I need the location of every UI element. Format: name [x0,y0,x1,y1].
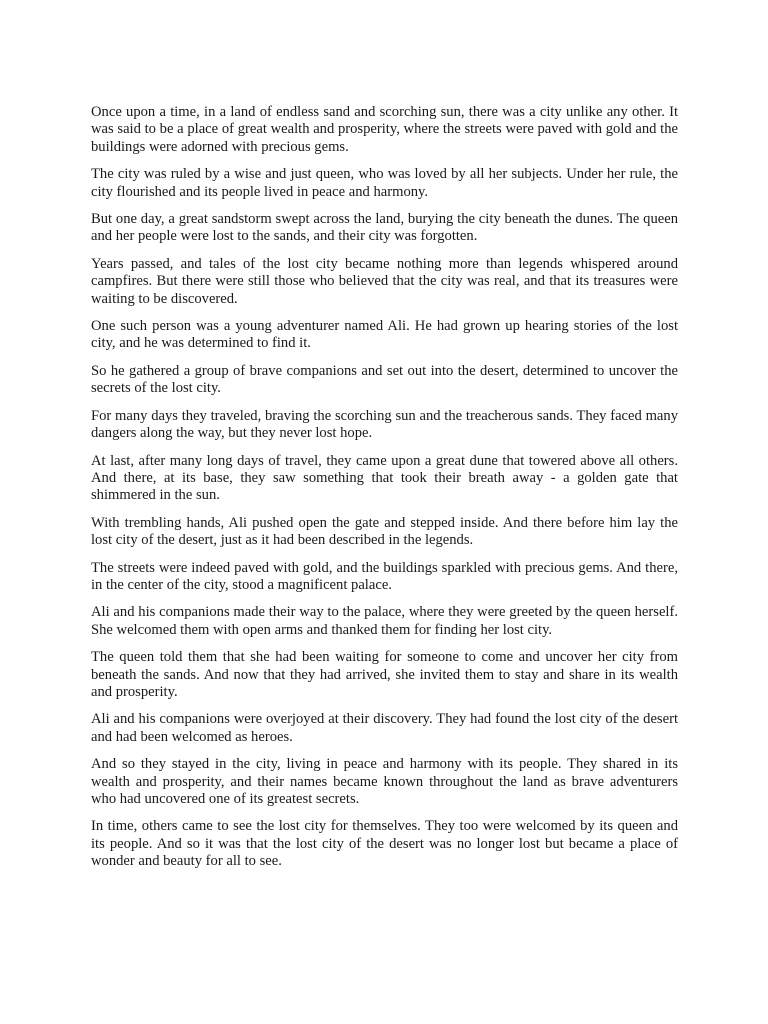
paragraph-5: One such person was a young adventurer named Ali. He had grown up hearing stories of the lost city, and he was determined to find it. [91,318,678,352]
paragraph-3: But one day, a great sandstorm swept across the land, burying the city beneath the dunes. The queen and her people were lost to the sands, and their city was forgotten. [91,211,678,245]
paragraph-14: And so they stayed in the city, living in peace and harmony with its people. They shared in its wealth and prosperity, and their names became known throughout the land as brave adventurers who had uncovered one of its greatest secrets. [91,756,678,807]
paragraph-15: In time, others came to see the lost city for themselves. They too were welcomed by its queen and its people. And so it was that the lost city of the desert was no longer lost but became a place of wonder and beauty for all to see. [91,818,678,870]
paragraph-2: The city was ruled by a wise and just queen, who was loved by all her subjects. Under her rule, the city flourished and its people lived in peace and harmony. [91,166,678,200]
paragraph-4: Years passed, and tales of the lost city became nothing more than legends whispered around campfires. But there were still those who believed that the city was real, and that its treasures were waiting to be discovered. [91,255,678,307]
story-body [91,104,678,871]
paragraph-9: With trembling hands, Ali pushed open the gate and stepped inside. And there before him lay the lost city of the desert, just as it had been described in the legends. [91,514,678,549]
paragraph-7: For many days they traveled, braving the scorching sun and the treacherous sands. They faced many dangers along the way, but they never lost hope. [91,407,678,442]
paragraph-11: Ali and his companions made their way to the palace, where they were greeted by the queen herself. She welcomed them with open arms and thanked them for finding her lost city. [91,604,678,638]
paragraph-13: Ali and his companions were overjoyed at their discovery. They had found the lost city of the desert and had been welcomed as heroes. [91,711,678,745]
paragraph-10: The streets were indeed paved with gold, and the buildings sparkled with precious gems. And there, in the center of the city, stood a magnificent palace. [91,559,678,593]
paragraph-6: So he gathered a group of brave companions and set out into the desert, determined to uncover the secrets of the lost city. [91,362,678,397]
paragraph-1: Once upon a time, in a land of endless sand and scorching sun, there was a city unlike any other. It was said to be a place of great wealth and prosperity, where the streets were paved with gold and the buildings were adorned with precious gems. [91,104,678,155]
paragraph-8: At last, after many long days of travel, they came upon a great dune that towered above all others. And there, at its base, they saw something that took their breath away - a golden gate that shimmered in the sun. [91,452,678,504]
paragraph-12: The queen told them that she had been waiting for someone to come and uncover her city from beneath the sands. And now that they had arrived, she invited them to stay and share in its wealth and prosperity. [91,649,678,700]
